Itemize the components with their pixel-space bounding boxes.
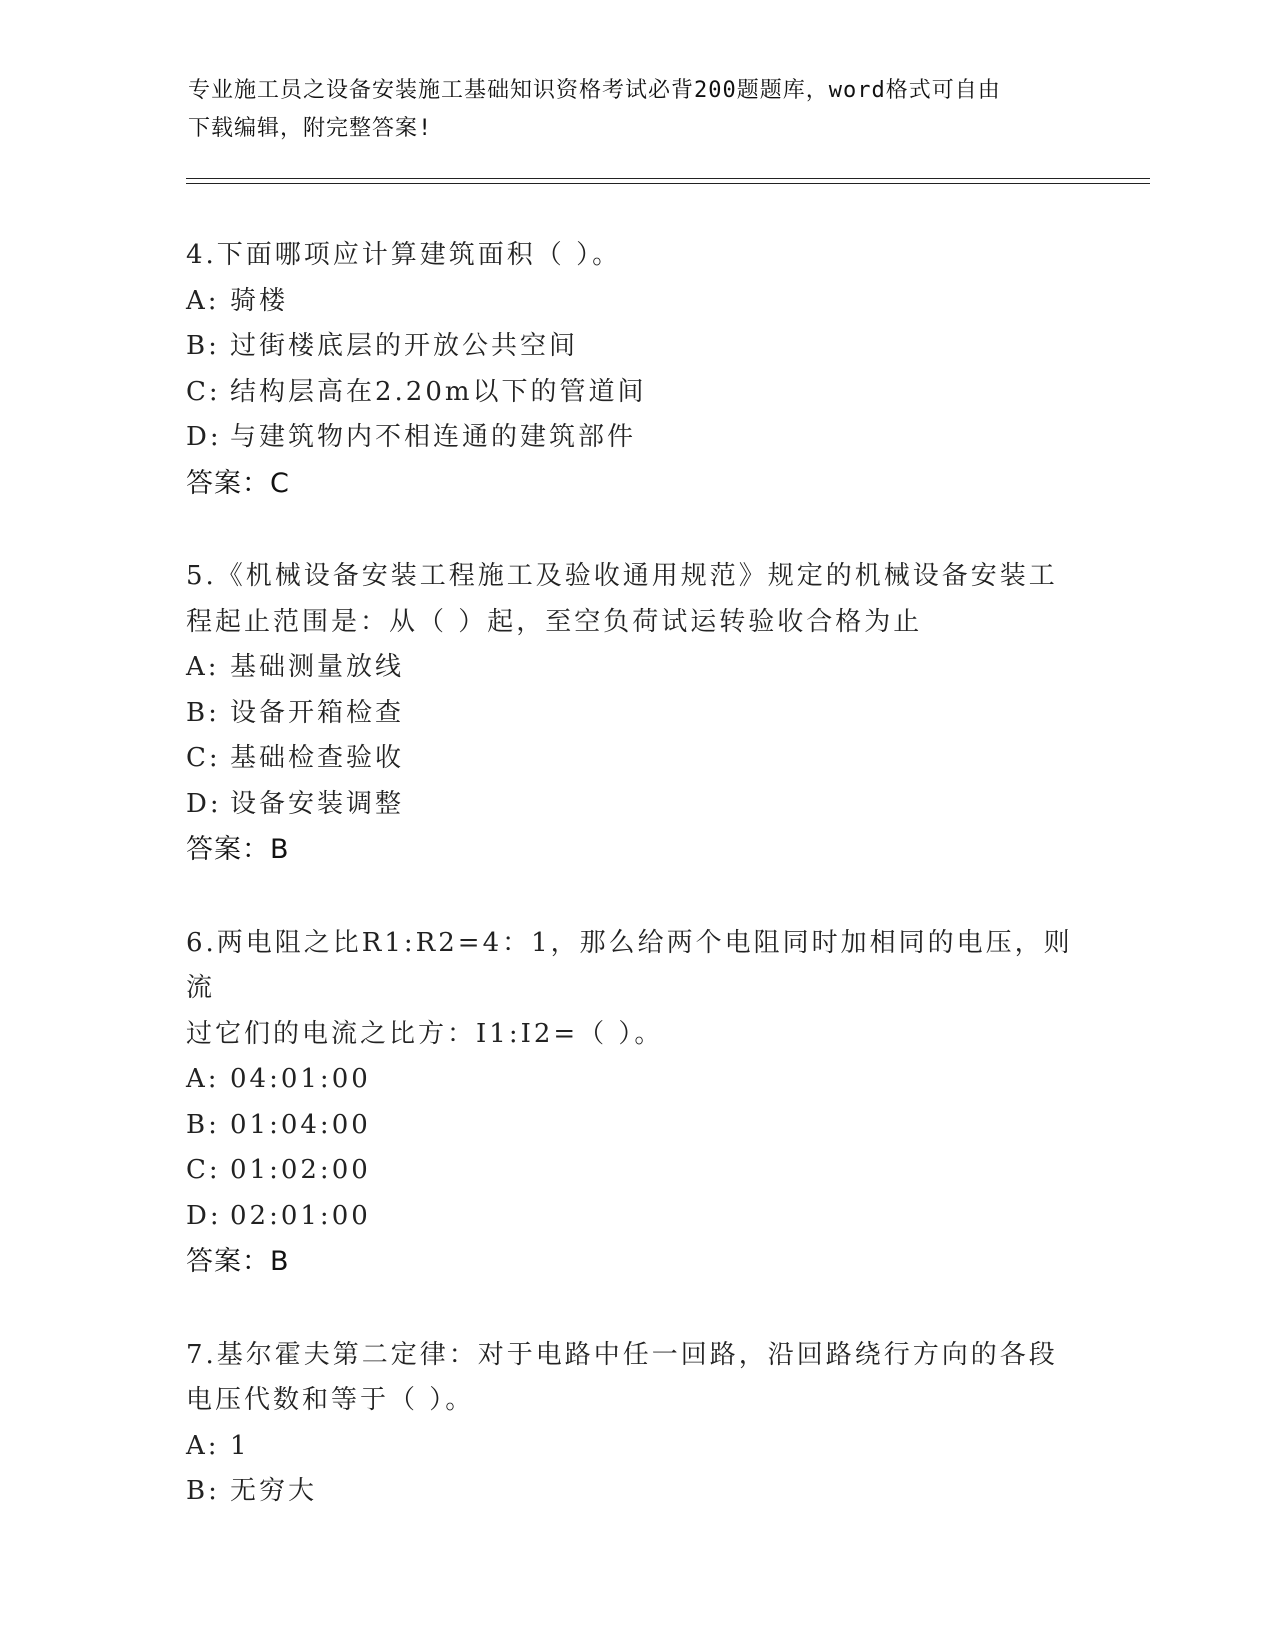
answer-line: 答案：B — [186, 834, 290, 865]
question-stem-continued: 程起止范围是：从（ ）起，至空负荷试运转验收合格为止 — [186, 606, 923, 637]
option-key: D: — [186, 788, 222, 819]
option-key: C: — [186, 743, 221, 773]
option-key: B: — [186, 1476, 220, 1506]
question-stem: 5.《机械设备安装工程施工及验收通用规范》规定的机械设备安装工 — [186, 561, 1058, 591]
option-b — [186, 691, 1086, 737]
option-text: 无穷大 — [230, 1476, 318, 1506]
option-text: 基础测量放线 — [230, 652, 405, 682]
option-a — [186, 1057, 1086, 1103]
option-b — [186, 324, 1086, 370]
question-stem: 6.两电阻之比R1:R2=4：1，那么给两个电阻同时加相同的电压，则流 — [186, 927, 1073, 1003]
header-title-line-2: 下载编辑，附完整答案! — [188, 116, 433, 141]
question-block — [186, 554, 1086, 873]
option-text: 02:01:00 — [230, 1200, 371, 1231]
question-block — [186, 233, 1086, 506]
answer-line: 答案：B — [186, 1246, 290, 1277]
option-c — [186, 736, 1086, 782]
option-d — [186, 415, 1086, 461]
option-key: B: — [186, 331, 220, 361]
option-text: 与建筑物内不相连通的建筑部件 — [230, 422, 637, 452]
question-block — [186, 1333, 1086, 1515]
question-stem: 7.基尔霍夫第二定律：对于电路中任一回路，沿回路绕行方向的各段 — [186, 1339, 1058, 1370]
option-key: A: — [186, 285, 220, 316]
option-c — [186, 370, 1086, 416]
question-list — [186, 233, 1086, 1563]
option-key: B: — [186, 697, 220, 728]
option-text: 01:04:00 — [230, 1109, 371, 1140]
question-stem-continued: 过它们的电流之比方：I1:I2=（ ）。 — [186, 1018, 664, 1049]
option-b — [186, 1103, 1086, 1149]
option-c — [186, 1148, 1086, 1194]
answer-line: 答案：C — [186, 467, 290, 499]
question-block — [186, 921, 1086, 1285]
option-text: 1 — [230, 1430, 250, 1461]
option-a — [186, 279, 1086, 325]
header-divider-top — [186, 178, 1150, 179]
option-text: 基础检查验收 — [230, 743, 405, 773]
document-header — [188, 72, 1088, 148]
header-divider-bottom — [186, 183, 1150, 184]
option-b — [186, 1469, 1086, 1515]
option-key: A: — [186, 1430, 220, 1461]
option-key: D: — [186, 1200, 222, 1231]
option-key: C: — [186, 1155, 221, 1185]
option-text: 骑楼 — [230, 285, 289, 316]
option-a — [186, 1424, 1086, 1470]
question-stem: 4.下面哪项应计算建筑面积（ ）。 — [186, 240, 622, 270]
option-text: 04:01:00 — [230, 1064, 371, 1094]
option-key: C: — [186, 376, 221, 407]
option-key: A: — [186, 652, 220, 682]
question-stem-continued: 电压代数和等于（ ）。 — [186, 1385, 475, 1415]
option-text: 结构层高在2.20m以下的管道间 — [230, 376, 647, 407]
option-d — [186, 782, 1086, 828]
option-key: A: — [186, 1064, 220, 1094]
header-title-line-1: 专业施工员之设备安装施工基础知识资格考试必背200题题库，word格式可自由 — [188, 78, 1001, 103]
option-text: 01:02:00 — [230, 1155, 371, 1185]
option-text: 设备安装调整 — [230, 788, 405, 819]
option-d — [186, 1194, 1086, 1240]
option-text: 过街楼底层的开放公共空间 — [230, 331, 579, 361]
option-a — [186, 645, 1086, 691]
option-key: D: — [186, 422, 222, 452]
option-text: 设备开箱检查 — [230, 697, 405, 728]
option-key: B: — [186, 1109, 220, 1140]
